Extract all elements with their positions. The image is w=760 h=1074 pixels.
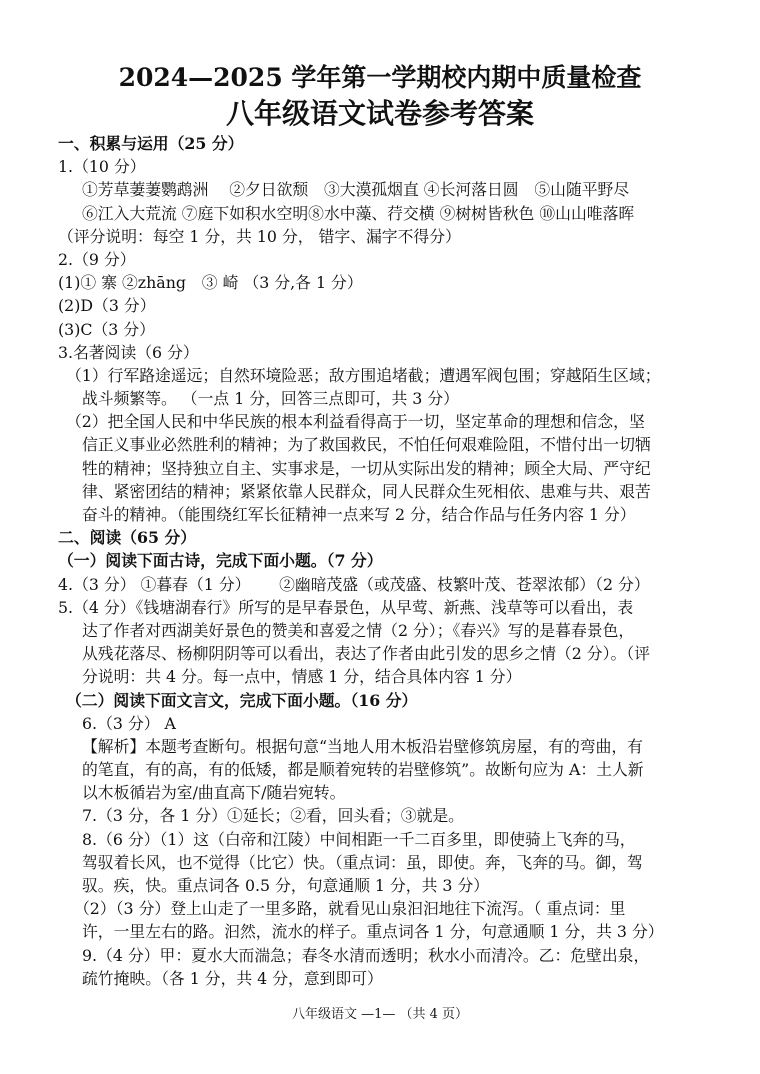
- answer-line: 律、紧密团结的精神；紧紧依靠人民群众，同人民群众生死相依、患难与共、艰苦: [82, 481, 651, 501]
- answer-line: (3)C（3 分）: [58, 319, 155, 339]
- answer-line: 战斗频繁等。 （一点 1 分，回答三点即可，共 3 分）: [82, 389, 459, 409]
- analysis-line: 的笔直，有的高，有的低矮，都是顺着宛转的岩壁修筑”。故断句应为 A：土人新: [82, 760, 644, 780]
- answer-line: 许，一里左右的路。汩然，流水的样子。重点词各 1 分，句意通顺 1 分，共 3 分）: [82, 922, 664, 942]
- answer-line: (1)① 寨 ②zhāng ③ 崎 （3 分,各 1 分）: [58, 273, 363, 293]
- analysis-line: 以木板循岩为室/曲直高下/随岩宛转。: [82, 783, 346, 803]
- page-footer: 八年级语文 —1— （共 4 页）: [291, 1007, 469, 1022]
- answer-line: （1）行军路途遥远；自然环境险恶；敌方围追堵截；遭遇军阀包围；穿越陌生区域；: [66, 365, 661, 385]
- answer-line: 驭。疾，快。重点词各 0.5 分，句意通顺 1 分，共 3 分）: [82, 876, 490, 895]
- question-item: 2.（9 分）: [58, 249, 136, 269]
- answer-line: 奋斗的精神。（能围绕红军长征精神一点来写 2 分，结合作品与任务内容 1 分）: [82, 505, 636, 524]
- question-item: 9.（4 分）甲：夏水大而湍急；春冬水清而透明；秋水小而清冷。乙：危壁出泉，: [82, 945, 650, 965]
- question-item: 3.名著阅读（6 分）: [58, 342, 199, 362]
- answer-line: (2)D（3 分）: [58, 296, 156, 316]
- subsection-heading: （二）阅读下面文言文，完成下面小题。（16 分）: [66, 690, 418, 710]
- answer-line: （2）把全国人民和中华民族的根本利益看得高于一切，坚定革命的理想和信念，坚: [66, 412, 645, 432]
- answer-line: ①芳草萋萋鹦鹉洲 ②夕日欲颓 ③大漠孤烟直 ④长河落日圆 ⑤山随平野尽: [82, 180, 630, 200]
- answer-line: 信正义事业必然胜利的精神；为了救国救民，不怕任何艰难险阻，不惜付出一切牺: [82, 435, 651, 455]
- answer-line: 分说明：共 4 分。每一点中，情感 1 分，结合具体内容 1 分）: [82, 667, 522, 687]
- section-heading: 一、积累与运用（25 分）: [58, 134, 244, 153]
- answer-line: 达了作者对西湖美好景色的赞美和喜爱之情（2 分）；《春兴》写的是暮春景色，: [82, 620, 635, 640]
- analysis-line: 【解析】本题考查断句。根据句意“当地人用木板沿岩壁修筑房屋，有的弯曲，有: [82, 736, 643, 756]
- answer-line: 从残花落尽、杨柳阴阴等可以看出，表达了作者由此引发的思乡之情（2 分）。（评: [82, 644, 650, 664]
- answer-line: 疏竹掩映。（各 1 分，共 4 分，意到即可）: [82, 968, 383, 988]
- question-item: 7.（3 分，各 1 分）①延长；②看，回头看；③就是。: [82, 806, 464, 826]
- answer-body: [58, 132, 718, 990]
- section-heading: 二、阅读（65 分）: [58, 528, 197, 548]
- question-item: 5.（4 分）《钱塘湖春行》所写的是早春景色，从早莺、新燕、浅草等可以看出，表: [58, 597, 634, 617]
- subsection-heading: （一）阅读下面古诗，完成下面小题。（7 分）: [58, 551, 383, 571]
- answer-line: 牲的精神；坚持独立自主、实事求是，一切从实际出发的精神；顾全大局、严守纪: [82, 458, 651, 478]
- question-item: 6.（3 分） A: [82, 713, 176, 733]
- exam-title: 2024—2025 学年第一学期校内期中质量检查: [118, 63, 642, 92]
- answer-key-title: 八年级语文试卷参考答案: [225, 97, 534, 130]
- question-item: 8.（6 分）（1）这（白帝和江陵）中间相距一千二百多里，即使骑上飞奔的马，: [82, 829, 636, 849]
- scoring-note: （评分说明：每空 1 分，共 10 分， 错字、漏字不得分）: [58, 226, 461, 246]
- question-item: 1.（10 分）: [58, 157, 146, 177]
- question-item: 4.（3 分） ①暮春（1 分） ②幽暗茂盛（或茂盛、枝繁叶茂、苍翠浓郁）（2 分）: [58, 574, 650, 594]
- answer-line: （2）（3 分）登上山走了一里多路，就看见山泉汩汩地往下流泻。（ 重点词：里: [74, 899, 626, 919]
- answer-line: ⑥江入大荒流 ⑦庭下如积水空明⑧水中藻、荇交横 ⑨树树皆秋色 ⑩山山唯落晖: [82, 203, 635, 223]
- answer-line: 驾驭着长风，也不觉得（比它）快。（重点词：虽，即使。奔，飞奔的马。御，驾: [82, 852, 643, 872]
